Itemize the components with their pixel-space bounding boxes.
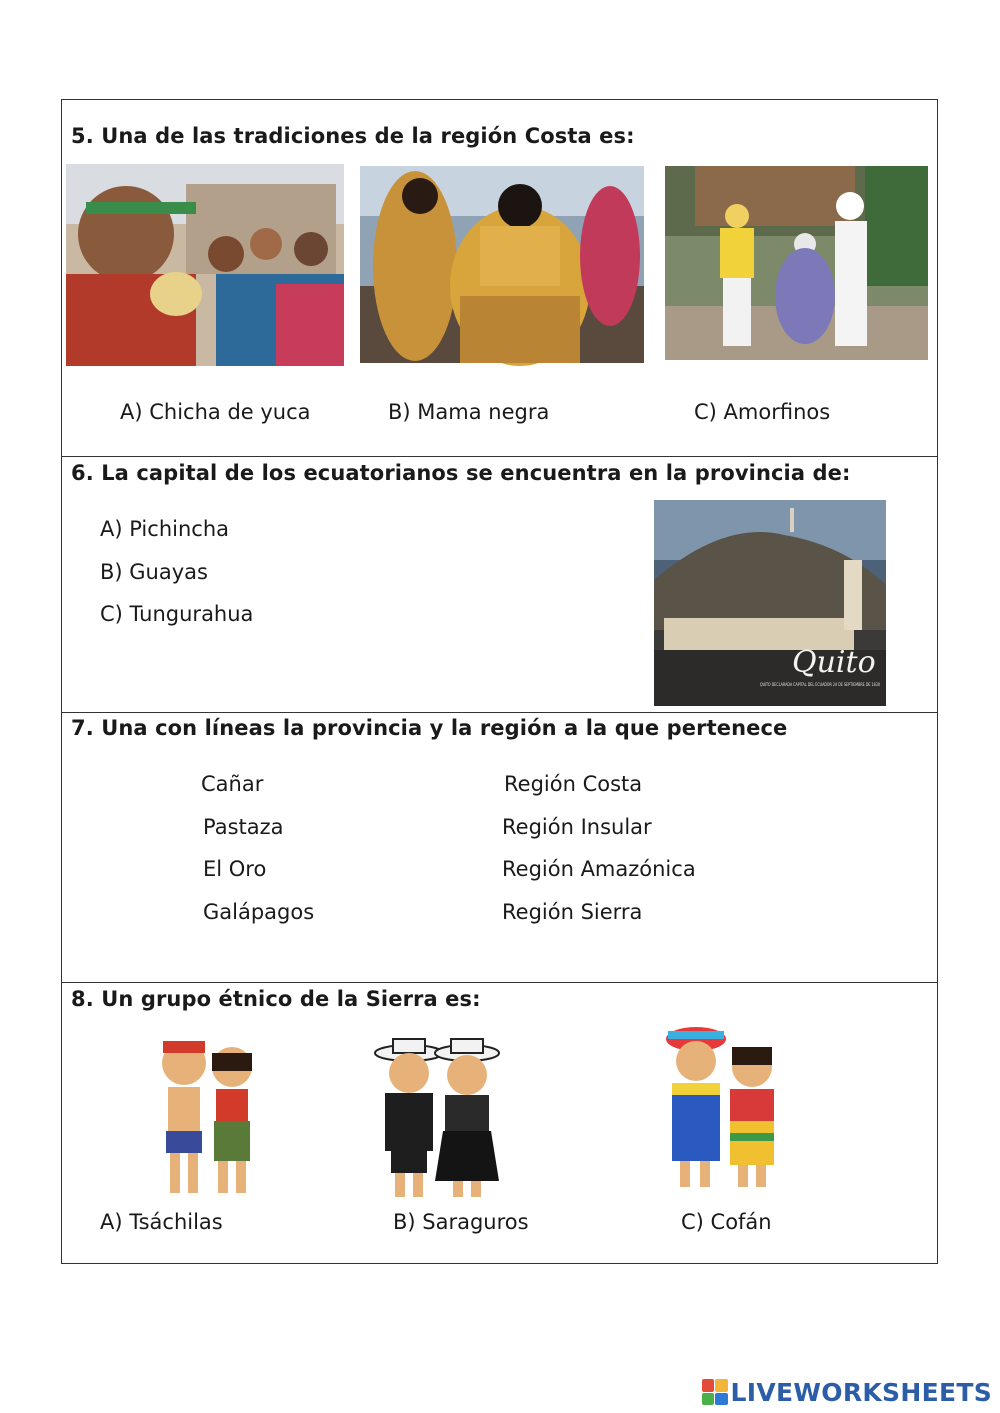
q5-option-c[interactable]: C) Amorfinos [694,400,831,424]
province-item[interactable]: Pastaza [203,815,284,839]
province-item[interactable]: Cañar [201,772,264,796]
question-5-title: 5. Una de las tradiciones de la región Costa es: [71,124,635,148]
quito-photo [654,500,919,706]
q6-option-b[interactable]: B) Guayas [100,560,208,584]
question-5-section [62,100,937,456]
q6-option-a[interactable]: A) Pichincha [100,517,229,541]
saraguros-illustration [369,1031,505,1203]
chicha-de-yuca-photo [66,164,344,366]
amorfinos-photo [665,166,928,360]
q5-option-a[interactable]: A) Chicha de yuca [120,400,311,424]
quito-photo-title: Quito [792,645,876,680]
question-7-section [62,712,937,982]
question-7-title: 7. Una con líneas la provincia y la región a la que pertenece [71,716,788,740]
province-item[interactable]: El Oro [203,857,267,881]
q5-option-b[interactable]: B) Mama negra [388,400,550,424]
region-item[interactable]: Región Costa [504,772,643,796]
q8-option-a[interactable]: A) Tsáchilas [100,1210,223,1234]
worksheet-frame [61,99,938,1264]
tsachilas-illustration [146,1031,270,1201]
cofan-illustration [654,1021,790,1193]
q8-option-b[interactable]: B) Saraguros [393,1210,529,1234]
question-6-title: 6. La capital de los ecuatorianos se encuentra en la provincia de: [71,461,851,485]
mama-negra-photo [360,166,644,363]
liveworksheets-mark-icon [702,1379,728,1405]
region-item[interactable]: Región Amazónica [502,857,696,881]
region-item[interactable]: Región Insular [502,815,652,839]
liveworksheets-wordmark: LIVEWORKSHEETS [730,1377,992,1407]
q8-option-c[interactable]: C) Cofán [681,1210,772,1234]
region-item[interactable]: Región Sierra [502,900,643,924]
q6-option-c[interactable]: C) Tungurahua [100,602,254,626]
question-8-title: 8. Un grupo étnico de la Sierra es: [71,987,481,1011]
quito-photo-caption: QUITO DECLARADA CAPITAL DEL ECUADOR 24 DE SEPTIEMBRE DE 1830 [760,683,919,688]
province-item[interactable]: Galápagos [203,900,315,924]
question-8-section [62,982,937,1265]
question-6-section [62,456,937,712]
liveworksheets-logo [702,1377,992,1407]
